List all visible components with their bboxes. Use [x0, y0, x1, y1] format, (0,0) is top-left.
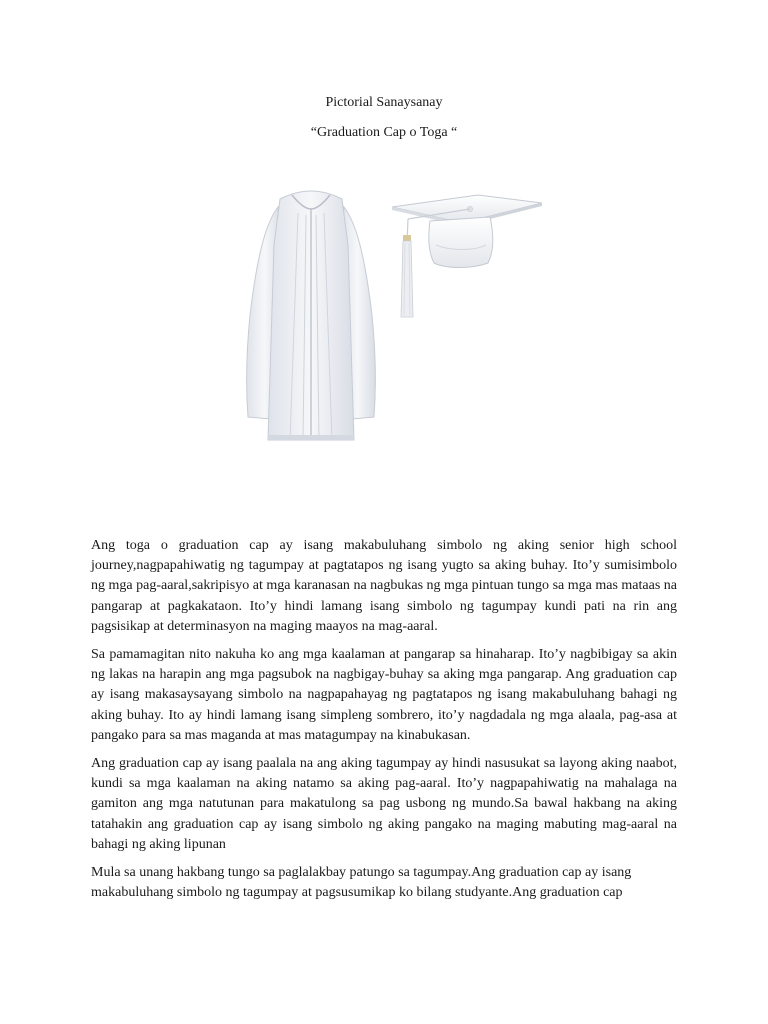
essay-paragraph-4: Mula sa unang hakbang tungo sa paglalakbay patungo sa tagumpay.Ang graduation cap ay isang makabuluhang simbolo ng tagumpay at pagsusumikap ko bilang studyante.Ang graduation cap — [91, 865, 632, 901]
graduation-attire-illustration — [240, 185, 550, 445]
essay-body — [91, 536, 677, 911]
essay-paragraph-2: Sa pamamagitan nito nakuha ko ang mga kaalaman at pangarap sa hinaharap. Ito’y nagbibigay sa akin ng lakas na harapin ang mga pagsubok na nagbigay-buhay sa aking mga pangarap. Ang graduation cap ay isang makasaysayang simbolo na nagpapahayag ng pagtatapos ng isang makabuluhang bahagi ng aking buhay. Ito ay hindi lamang isang simpleng sombrero, ito’y nagdadala ng mga alaala, pag-asa at pangako para sa mas maganda at mas matagumpay na kinabukasan. — [91, 647, 677, 743]
graduation-attire-figure — [240, 185, 550, 445]
document-title: Pictorial Sanaysanay — [325, 95, 443, 110]
document-subtitle: “Graduation Cap o Toga “ — [310, 125, 458, 140]
essay-paragraph-3: Ang graduation cap ay isang paalala na ang aking tagumpay ay hindi nasusukat sa layong aking naabot, kundi sa mga kaalaman na aking natamo sa aking pag-aaral. Ito’y nagpapahiwatig na mahalaga na gamiton ang mga natutunan para makatulong sa pag usbong ng mundo.Sa bawal hakbang na aking tatahakin ang graduation cap ay isang simbolo ng aking pangako na maging mabuting mag-aaral na bahagi ng aking lipunan — [91, 756, 677, 852]
graduation-gown-icon — [247, 191, 376, 440]
graduation-cap-icon — [392, 195, 542, 268]
essay-paragraph-1: Ang toga o graduation cap ay isang makabuluhang simbolo ng aking senior high school journey,nagpapahiwatig ng tagumpay at pagtatapos ng isang yugto sa aking buhay. Ito’y sumisimbolo ng mga pag-aaral,sakripisyo at mga karanasan na nagbukas ng mga pintuan tungo sa mga mas mataas na pangarap at pagkakataon. Ito’y hindi lamang isang simbolo ng tagumpay kundi pati na rin ang pagsisikap at determinasyon na maging maayos na mag-aaral. — [91, 538, 677, 634]
